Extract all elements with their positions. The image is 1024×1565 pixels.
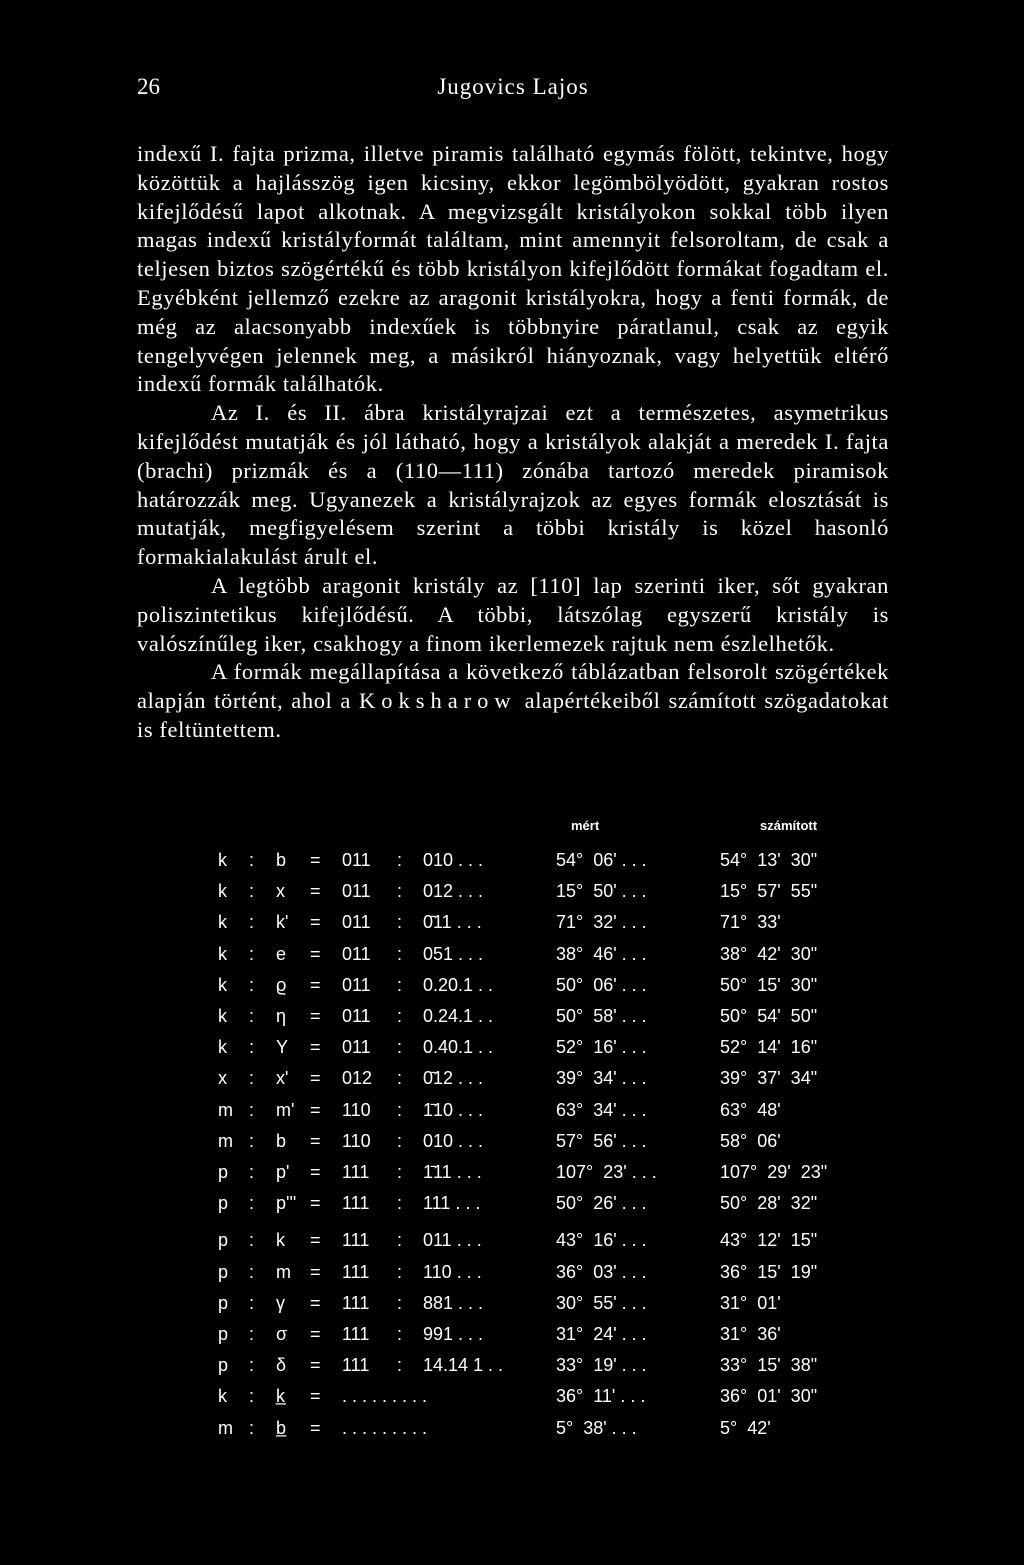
face-1: p	[218, 1193, 229, 1214]
equals-sign: =	[310, 1261, 321, 1282]
equals-sign: =	[310, 1355, 321, 1376]
face-2: k̲	[276, 1386, 285, 1407]
measured-angle: 31° 24' . . .	[556, 1324, 647, 1344]
calculated-angle: 71° 33'	[720, 912, 781, 933]
measured-angle: 36° 11' . . .	[556, 1386, 646, 1407]
table-row	[0, 1193, 1024, 1221]
colon: :	[397, 881, 403, 902]
table-row	[0, 1068, 1024, 1096]
face-1: p	[218, 1292, 229, 1313]
calculated-angle: 58° 06'	[720, 1130, 781, 1151]
measured-angle: 50° 06' . . .	[556, 974, 647, 995]
table-row	[0, 1131, 1024, 1159]
calculated-angle: 54° 13' 30"	[720, 850, 818, 870]
face-2: e	[276, 943, 287, 964]
colon: :	[249, 943, 255, 964]
colon: :	[397, 1068, 403, 1089]
equals-sign: =	[310, 974, 321, 995]
index-1: 111	[342, 1292, 370, 1313]
paragraph-text: A formák megállapítása a következő táblázatban felsorolt szögértékek alapján történt, ahol a	[137, 659, 889, 714]
index-1: 110	[342, 1099, 371, 1120]
calculated-angle: 38° 42' 30"	[720, 943, 818, 964]
calculated-angle: 50° 15' 30"	[720, 974, 818, 995]
table-row	[0, 1262, 1024, 1290]
equals-sign: =	[310, 1230, 321, 1251]
face-2: x	[276, 881, 285, 902]
table-row	[0, 850, 1024, 878]
face-1: p	[218, 1162, 229, 1182]
colon: :	[397, 1037, 403, 1058]
calculated-angle: 36° 01' 30"	[720, 1386, 818, 1407]
measured-angle: 36° 03' . . .	[556, 1261, 647, 1282]
equals-sign: =	[310, 912, 321, 933]
index-2: 0.20.1 . .	[423, 974, 494, 995]
calculated-angle: 52° 14' 16"	[720, 1037, 818, 1058]
calculated-angle: 5° 42'	[720, 1417, 771, 1438]
index-1: 012	[342, 1068, 373, 1089]
table-row	[0, 944, 1024, 972]
face-1: x	[218, 1068, 227, 1089]
face-2: m	[276, 1261, 291, 1282]
colon: :	[249, 1417, 255, 1438]
table-row	[0, 1230, 1024, 1258]
measured-angle: 43° 16' . . .	[556, 1230, 647, 1251]
measured-angle: 38° 46' . . .	[556, 943, 647, 964]
face-1: p	[218, 1230, 229, 1251]
colon: :	[249, 912, 255, 933]
colon: :	[249, 1324, 255, 1344]
face-2: k'	[276, 912, 289, 933]
colon: :	[397, 974, 403, 995]
equals-sign: =	[310, 881, 321, 902]
colon: :	[249, 1068, 255, 1089]
equals-sign: =	[310, 1068, 321, 1089]
face-1: p	[218, 1324, 229, 1344]
index-2: 0̄11 . . .	[423, 912, 482, 933]
equals-sign: =	[310, 1417, 321, 1438]
face-2: k	[276, 1230, 285, 1251]
index-1: . . . . . . . . .	[342, 1386, 428, 1407]
index-1: 111	[342, 1261, 370, 1282]
colon: :	[249, 850, 255, 870]
measured-angle: 52° 16' . . .	[556, 1037, 647, 1058]
index-2: 1̄10 . . .	[423, 1099, 484, 1120]
colon: :	[249, 1037, 255, 1058]
paragraph: A legtöbb aragonit kristály az [110] lap szerinti iker, sőt gyakran poliszintetikus kifejlődésű. A többi, látszólag egyszerű kristály is valószínűleg iker, csakhogy a finom ikerlemezek rajtuk nem észlelhetők.	[137, 572, 889, 656]
face-2: b	[276, 850, 287, 870]
calculated-angle: 33° 15' 38"	[720, 1355, 818, 1376]
face-1: k	[218, 974, 227, 995]
face-1: k	[218, 850, 227, 870]
face-2: m'	[276, 1099, 295, 1120]
colon: :	[397, 1230, 403, 1251]
face-1: m	[218, 1417, 233, 1438]
index-1: 111	[342, 1355, 370, 1376]
face-1: k	[218, 1037, 227, 1058]
face-1: p	[218, 1355, 229, 1376]
calculated-angle: 36° 15' 19"	[720, 1261, 818, 1282]
index-2: 010 . . .	[423, 1130, 484, 1151]
equals-sign: =	[310, 1324, 321, 1344]
paragraph: Az I. és II. ábra kristályrajzai ezt a természetes, asymetrikus kifejlődést mutatják és jól látható, hogy a kristályok alakját a meredek I. fajta (brachi) prizmák és a (110—111) zónába tartozó meredek piramisok határozzák meg. Ugyanezek a kristályrajzok az egyes formák elosztását is mutatják, megfigyelésem szerint a többi kristály is közel hasonló formakialakulást árult el.	[137, 400, 889, 570]
colon: :	[249, 1355, 255, 1376]
measured-angle: 54° 06' . . .	[556, 850, 647, 870]
equals-sign: =	[310, 1099, 321, 1120]
colon: :	[249, 1230, 255, 1251]
colon: :	[249, 1099, 255, 1120]
index-2: 991 . . .	[423, 1324, 484, 1344]
colon: :	[249, 974, 255, 995]
table-row	[0, 1386, 1024, 1414]
equals-sign: =	[310, 1162, 321, 1182]
table-row	[0, 1355, 1024, 1383]
index-2: 14.14 1 . .	[423, 1355, 504, 1376]
index-2: 1̄11 . . .	[423, 1162, 482, 1182]
paragraph: indexű I. fajta prizma, illetve piramis található egymás fölött, tekintve, hogy közöttük a hajlásszög igen kicsiny, ekkor legömbölyödött, gyakran rostos kifejlődésű lapot alkotnak. A megvizsgált kristályokon sokkal több ilyen magas indexű kristályformát találtam, mint amennyit felsoroltam, de csak a teljesen biztos szögértékű és több kristályon kifejlődött formákat fogadtam el. Egyébként jellemző ezekre az aragonit kristályokra, hogy a fenti formák, de még az alacsonyabb indexűek is többnyire páratlanul, csak az egyik tengelyvégen jelennek meg, a másikról hiányoznak, vagy helyettük eltérő indexű formák találhatók.	[137, 141, 889, 397]
calculated-angle: 63° 48'	[720, 1099, 781, 1120]
face-2: Y	[276, 1037, 289, 1058]
colon: :	[397, 912, 403, 933]
index-1: 011	[342, 850, 371, 870]
index-1: 011	[342, 974, 371, 995]
column-header-measured: mért	[571, 818, 600, 833]
measured-angle: 39° 34' . . .	[556, 1068, 647, 1089]
face-2: b	[276, 1130, 287, 1151]
column-header-calculated: számított	[760, 818, 818, 833]
face-1: m	[218, 1099, 233, 1120]
measured-angle: 107° 23' . . .	[556, 1162, 657, 1182]
index-1: 011	[342, 943, 371, 964]
face-2: p'	[276, 1162, 290, 1182]
index-1: 011	[342, 881, 371, 902]
face-1: k	[218, 943, 227, 964]
face-2: x'	[276, 1068, 289, 1089]
table-row	[0, 1100, 1024, 1128]
face-1: k	[218, 912, 227, 933]
index-2: 881 . . .	[423, 1292, 484, 1313]
index-1: 011	[342, 1006, 371, 1026]
calculated-angle: 31° 01'	[720, 1292, 781, 1313]
index-1: 011	[342, 1037, 371, 1058]
equals-sign: =	[310, 1037, 321, 1058]
measured-angle: 57° 56' . . .	[556, 1130, 647, 1151]
colon: :	[249, 1162, 255, 1182]
author-name: Koksharow	[358, 688, 517, 714]
index-1: 111	[342, 1324, 370, 1344]
face-2: δ	[276, 1355, 287, 1376]
face-2: b̲	[276, 1417, 287, 1438]
table-row	[0, 881, 1024, 909]
measured-angle: 30° 55' . . .	[556, 1292, 647, 1313]
body-text	[137, 140, 889, 745]
index-2: 010 . . .	[423, 850, 484, 870]
index-1: 110	[342, 1130, 371, 1151]
measured-angle: 15° 50' . . .	[556, 881, 647, 902]
calculated-angle: 50° 28' 32"	[720, 1193, 818, 1214]
face-2: ϱ	[276, 974, 287, 995]
index-1: 111	[342, 1162, 370, 1182]
table-row	[0, 912, 1024, 940]
index-1: 011	[342, 912, 371, 933]
index-1: 111	[342, 1230, 370, 1251]
colon: :	[397, 1006, 403, 1026]
colon: :	[397, 1193, 403, 1214]
measured-angle: 5° 38' . . .	[556, 1417, 637, 1438]
table-row	[0, 1162, 1024, 1190]
paragraph	[137, 658, 889, 744]
calculated-angle: 31° 36'	[720, 1324, 781, 1344]
equals-sign: =	[310, 1193, 321, 1214]
colon: :	[249, 1386, 255, 1407]
index-2: 0̄12 . . .	[423, 1068, 484, 1089]
index-2: 051 . . .	[423, 943, 484, 964]
calculated-angle: 50° 54' 50"	[720, 1006, 818, 1026]
index-2: 0.40.1 . .	[423, 1037, 494, 1058]
measured-angle: 50° 26' . . .	[556, 1193, 647, 1214]
index-2: 110 . . .	[423, 1261, 482, 1282]
index-1: . . . . . . . . .	[342, 1417, 428, 1438]
face-2: γ	[276, 1292, 285, 1313]
face-2: σ	[276, 1324, 288, 1344]
calculated-angle: 39° 37' 34"	[720, 1068, 818, 1089]
colon: :	[397, 943, 403, 964]
colon: :	[397, 1099, 403, 1120]
table-row	[0, 975, 1024, 1003]
equals-sign: =	[310, 850, 321, 870]
table-row	[0, 1037, 1024, 1065]
face-1: p	[218, 1261, 229, 1282]
calculated-angle: 15° 57' 55"	[720, 881, 818, 902]
colon: :	[397, 1324, 403, 1344]
index-2: 0.24.1 . .	[423, 1006, 494, 1026]
colon: :	[397, 1292, 403, 1313]
face-1: k	[218, 1386, 227, 1407]
face-1: m	[218, 1130, 233, 1151]
equals-sign: =	[310, 1292, 321, 1313]
measured-angle: 71° 32' . . .	[556, 912, 647, 933]
measured-angle: 63° 34' . . .	[556, 1099, 647, 1120]
table-row	[0, 1293, 1024, 1321]
colon: :	[397, 1261, 403, 1282]
page-number: 26	[137, 74, 160, 99]
face-1: k	[218, 881, 227, 902]
running-title: Jugovics Lajos	[437, 74, 589, 99]
index-2: 111 . . .	[423, 1193, 481, 1214]
calculated-angle: 43° 12' 15"	[720, 1230, 818, 1251]
equals-sign: =	[310, 943, 321, 964]
face-2: p'''	[276, 1193, 297, 1214]
colon: :	[397, 1355, 403, 1376]
index-1: 111	[342, 1193, 370, 1214]
measured-angle: 33° 19' . . .	[556, 1355, 647, 1376]
colon: :	[249, 1006, 255, 1026]
index-2: 011 . . .	[423, 1230, 482, 1251]
equals-sign: =	[310, 1130, 321, 1151]
face-1: k	[218, 1006, 227, 1026]
table-row	[0, 1324, 1024, 1352]
colon: :	[249, 1261, 255, 1282]
colon: :	[397, 1162, 403, 1182]
colon: :	[249, 1292, 255, 1313]
colon: :	[249, 1130, 255, 1151]
colon: :	[397, 850, 403, 870]
measured-angle: 50° 58' . . .	[556, 1006, 647, 1026]
table-row	[0, 1006, 1024, 1034]
calculated-angle: 107° 29' 23"	[720, 1162, 828, 1182]
face-2: η	[276, 1006, 287, 1026]
colon: :	[397, 1130, 403, 1151]
colon: :	[249, 881, 255, 902]
table-row	[0, 1418, 1024, 1446]
equals-sign: =	[310, 1386, 321, 1407]
index-2: 012 . . .	[423, 881, 484, 902]
equals-sign: =	[310, 1006, 321, 1026]
colon: :	[249, 1193, 255, 1214]
paragraph-text: alapértékeiből számított szögadatokat is feltüntettem.	[137, 688, 889, 742]
